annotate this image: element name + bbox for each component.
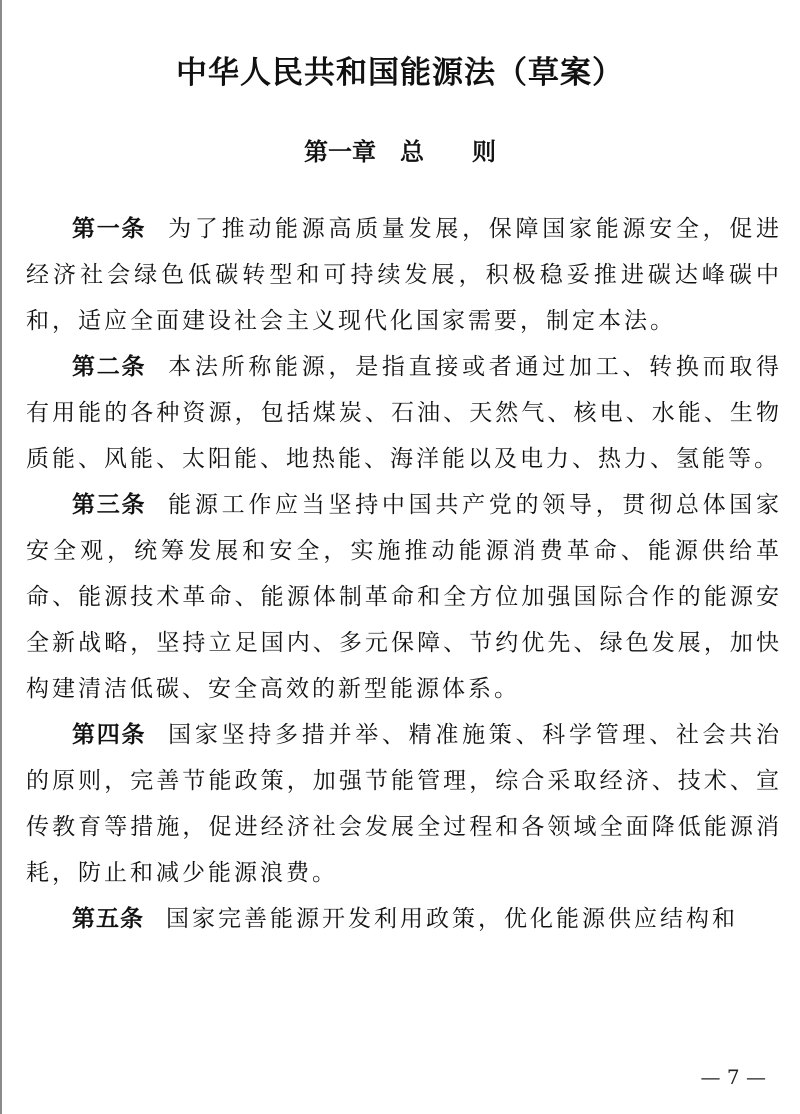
article-3 xyxy=(26,482,782,712)
article-text: 国家完善能源开发利用政策，优化能源供应结构和 xyxy=(166,906,738,932)
article-5 xyxy=(26,896,782,942)
article-label: 第三条 xyxy=(72,491,147,518)
chapter-title: 第一章 总 则 xyxy=(304,137,496,166)
article-1 xyxy=(26,206,782,344)
article-4 xyxy=(26,712,782,896)
article-text: 能源工作应当坚持中国共产党的领导，贯彻总体国家安全观，统筹发展和安全，实施推动能源消费革命、能源供给革命、能源技术革命、能源体制革命和全方位加强国际合作的能源安全新战略，坚持立足国内、多元保障、节约优先、绿色发展，加快构建清洁低碳、安全高效的新型能源体系。 xyxy=(26,492,783,702)
article-label: 第一条 xyxy=(72,215,147,242)
article-label: 第四条 xyxy=(72,721,147,748)
article-label: 第五条 xyxy=(72,905,144,932)
document-title: 中华人民共和国能源法（草案） xyxy=(176,55,624,91)
article-text: 为了推动能源高质量发展，保障国家能源安全，促进经济社会绿色低碳转型和可持续发展，积极稳妥推进碳达峰碳中和，适应全面建设社会主义现代化国家需要，制定本法。 xyxy=(26,216,783,334)
article-2 xyxy=(26,344,782,482)
article-label: 第二条 xyxy=(72,353,147,380)
article-text: 国家坚持多措并举、精准施策、科学管理、社会共治的原则，完善节能政策，加强节能管理，综合采取经济、技术、宣传教育等措施，促进经济社会发展全过程和各领域全面降低能源消耗，防止和减少能源浪费。 xyxy=(26,722,783,886)
document-body xyxy=(26,206,782,942)
article-text: 本法所称能源，是指直接或者通过加工、转换而取得有用能的各种资源，包括煤炭、石油、天然气、核电、水能、生物质能、风能、太阳能、地热能、海洋能以及电力、热力、氢能等。 xyxy=(26,354,783,472)
page-number: — 7 — xyxy=(700,1065,766,1089)
